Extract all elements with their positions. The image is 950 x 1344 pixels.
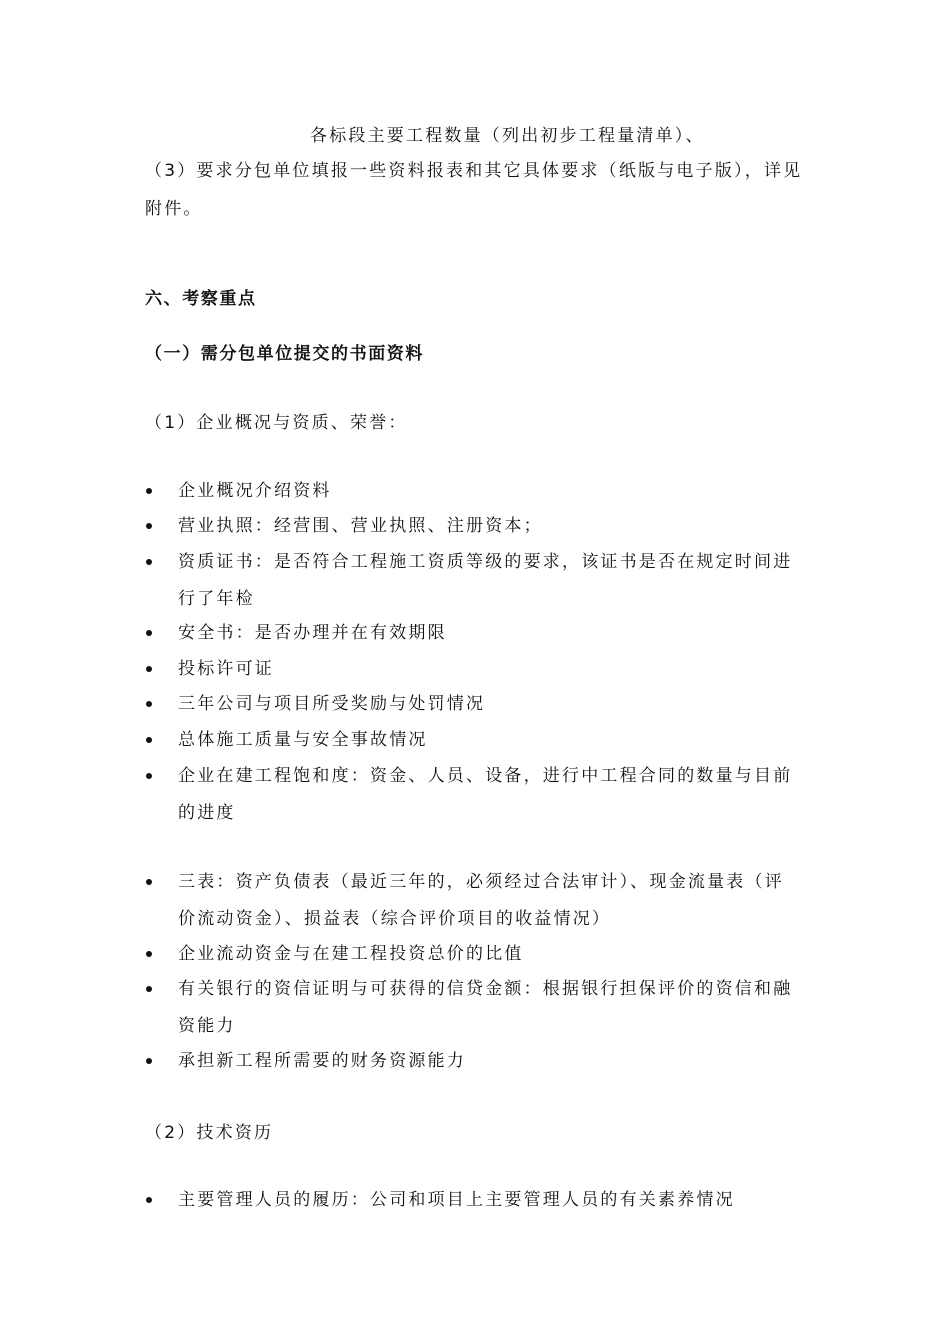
bullet-dot [146, 630, 152, 636]
bullet-dot [146, 1058, 152, 1064]
list-item-continuation: 的进度 [178, 803, 236, 823]
intro-line-3: 附件。 [145, 199, 203, 219]
subsection-heading: （一）需分包单位提交的书面资料 [145, 344, 424, 364]
part2-title: （2）技术资历 [145, 1123, 274, 1143]
bullet-dot [146, 559, 152, 565]
list-item-continuation: 资能力 [178, 1016, 236, 1036]
bullet-dot [146, 523, 152, 529]
list-item: 企业概况介绍资料 [178, 481, 332, 501]
list-item: 企业在建工程饱和度：资金、人员、设备，进行中工程合同的数量与目前 [178, 766, 793, 786]
list-item-continuation: 行了年检 [178, 589, 255, 609]
list-item: 营业执照：经营围、营业执照、注册资本； [178, 516, 543, 536]
list-item: 企业流动资金与在建工程投资总价的比值 [178, 944, 524, 964]
bullet-dot [146, 986, 152, 992]
list-item: 三表：资产负债表（最近三年的，必须经过合法审计）、现金流量表（评 [178, 872, 784, 892]
intro-line-2: （3）要求分包单位填报一些资料报表和其它具体要求（纸版与电子版），详见 [145, 161, 803, 181]
part1-title: （1）企业概况与资质、荣誉： [145, 413, 408, 433]
bullet-dot [146, 951, 152, 957]
list-item: 主要管理人员的履历：公司和项目上主要管理人员的有关素养情况 [178, 1190, 735, 1210]
list-item: 有关银行的资信证明与可获得的信贷金额：根据银行担保评价的资信和融 [178, 979, 793, 999]
bullet-dot [146, 879, 152, 885]
list-item-continuation: 价流动资金）、损益表（综合评价项目的收益情况） [178, 909, 612, 929]
bullet-dot [146, 488, 152, 494]
bullet-dot [146, 737, 152, 743]
list-item: 投标许可证 [178, 659, 274, 679]
bullet-dot [146, 666, 152, 672]
list-item: 三年公司与项目所受奖励与处罚情况 [178, 694, 486, 714]
list-item: 承担新工程所需要的财务资源能力 [178, 1051, 466, 1071]
intro-line-1: 各标段主要工程数量（列出初步工程量清单）、 [310, 126, 705, 146]
list-item: 安全书：是否办理并在有效期限 [178, 623, 447, 643]
bullet-dot [146, 1197, 152, 1203]
list-item: 资质证书：是否符合工程施工资质等级的要求，该证书是否在规定时间进 [178, 552, 793, 572]
bullet-dot [146, 701, 152, 707]
bullet-dot [146, 773, 152, 779]
section-heading: 六、考察重点 [145, 289, 257, 309]
list-item: 总体施工质量与安全事故情况 [178, 730, 428, 750]
